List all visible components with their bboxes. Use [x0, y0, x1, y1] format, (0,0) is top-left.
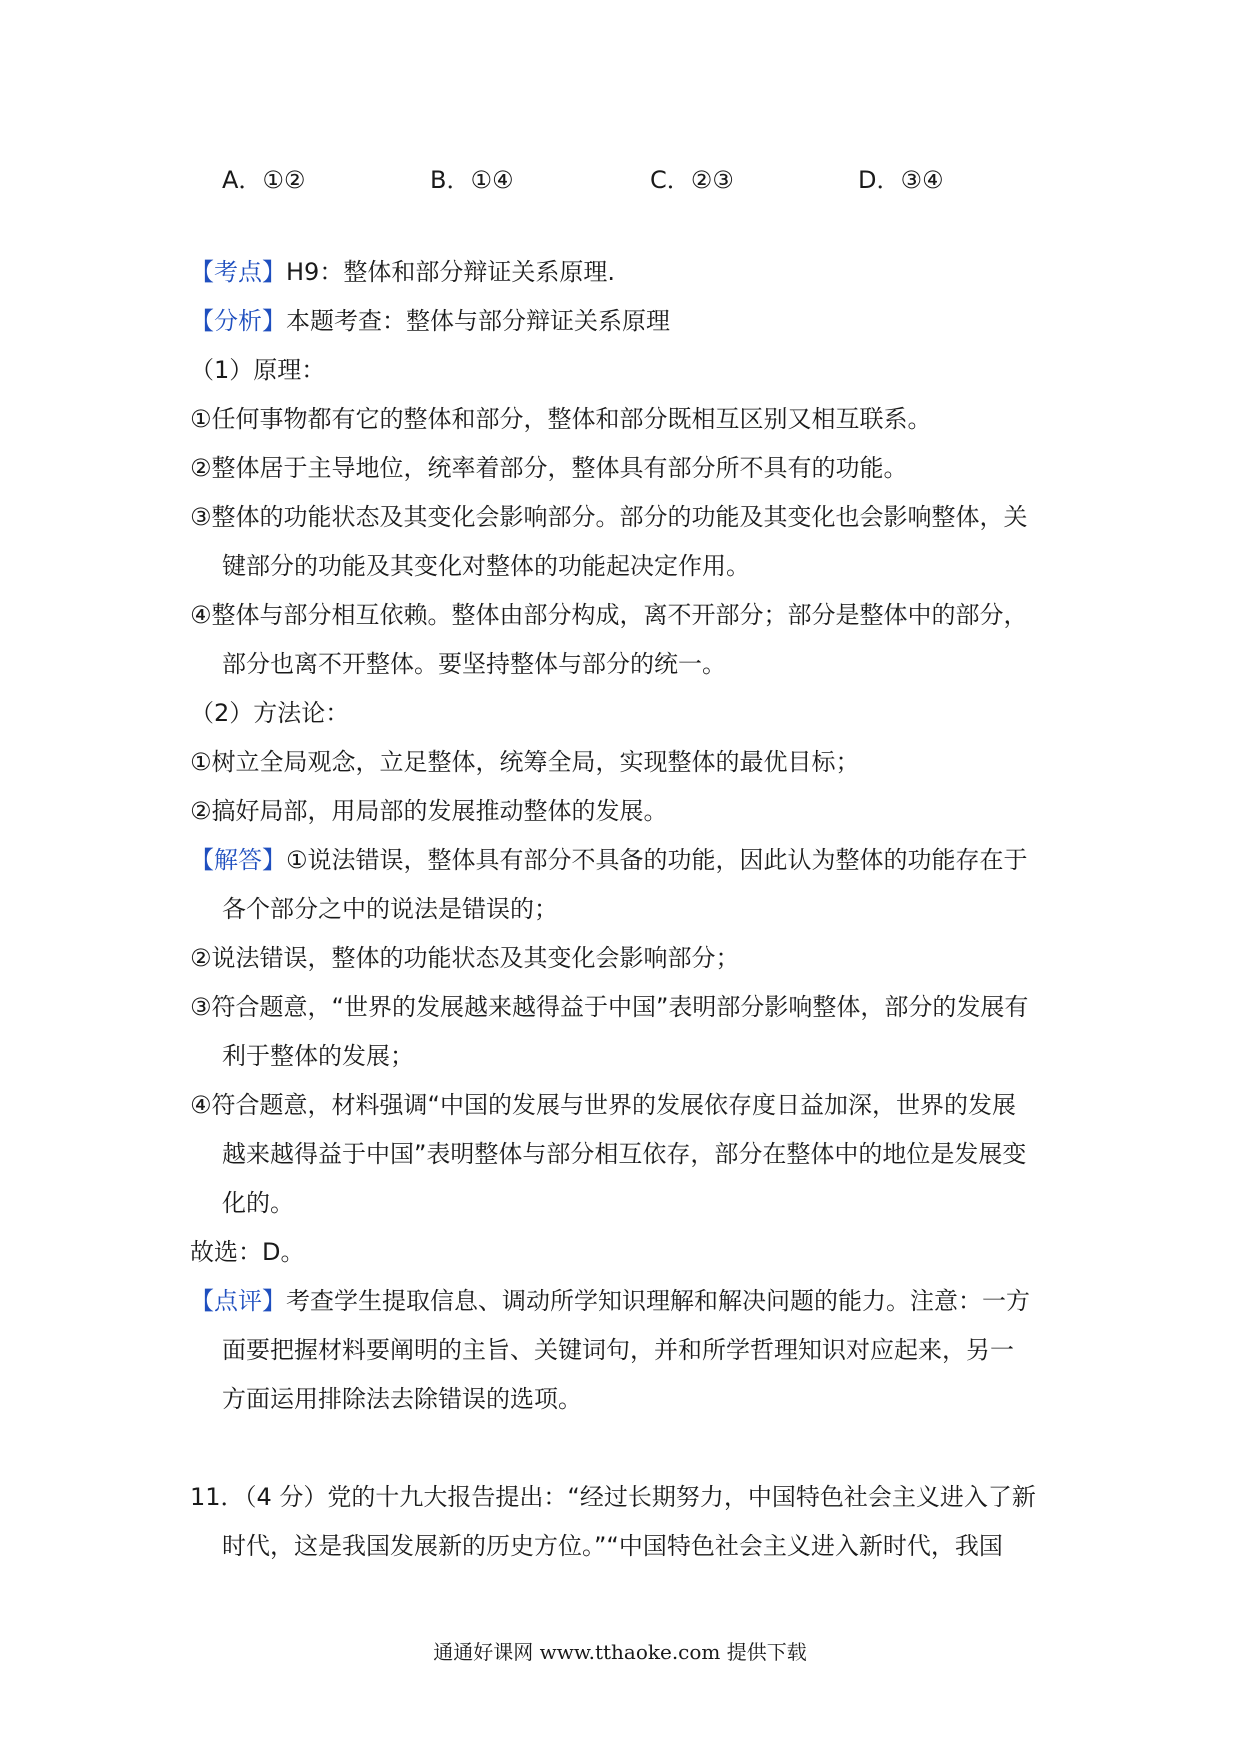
fangfa-item-1: ①树立全局观念，立足整体，统筹全局，实现整体的最优目标；: [190, 748, 860, 776]
dianping-tag: 【点评】: [190, 1287, 286, 1315]
jieda-text-4: ③符合题意，“世界的发展越来越得益于中国”表明部分影响整体，部分的发展有: [190, 993, 1029, 1021]
question-11-line-1: 11．（4 分）党的十九大报告提出：“经过长期努力，中国特色社会主义进入了新: [190, 1483, 1036, 1511]
dianping-text-2: 面要把握材料要阐明的主旨、关键词句，并和所学哲理知识对应起来，另一: [222, 1336, 1014, 1364]
yuanli-item-2: ②整体居于主导地位，统率着部分，整体具有部分所不具有的功能。: [190, 454, 908, 482]
yuanli-item-4-cont: 部分也离不开整体。要坚持整体与部分的统一。: [222, 650, 726, 678]
jieda-text-7: 越来越得益于中国”表明整体与部分相互依存，部分在整体中的地位是发展变: [222, 1140, 1027, 1168]
option-a: A．①②: [222, 166, 306, 194]
jieda-text-3: ②说法错误，整体的功能状态及其变化会影响部分；: [190, 944, 740, 972]
yuanli-item-3: ③整体的功能状态及其变化会影响部分。部分的功能及其变化也会影响整体，关: [190, 503, 1028, 531]
jieda-tag: 【解答】: [190, 846, 286, 874]
dianping-line: [190, 1285, 1030, 1317]
kaodian-line: [190, 256, 615, 288]
footer-download-note: 通通好课网 www.tthaoke.com 提供下载: [433, 1640, 807, 1664]
yuanli-heading: （1）原理：: [190, 356, 326, 384]
fenxi-line: [190, 305, 670, 337]
jieda-text-8: 化的。: [222, 1189, 294, 1217]
yuanli-item-4: ④整体与部分相互依赖。整体由部分构成，离不开部分；部分是整体中的部分，: [190, 601, 1028, 629]
option-c: C．②③: [650, 166, 734, 194]
fenxi-tag: 【分析】: [190, 307, 286, 335]
yuanli-item-1: ①任何事物都有它的整体和部分，整体和部分既相互区别又相互联系。: [190, 405, 932, 433]
dianping-text-3: 方面运用排除法去除错误的选项。: [222, 1385, 582, 1413]
kaodian-tag: 【考点】: [190, 258, 286, 286]
jieda-text-1: ①说法错误，整体具有部分不具备的功能，因此认为整体的功能存在于: [286, 846, 1028, 874]
kaodian-text: H9：整体和部分辩证关系原理.: [286, 258, 615, 286]
jieda-line: [190, 844, 1028, 876]
answer-line: 故选：D。: [190, 1238, 305, 1266]
option-d: D．③④: [858, 166, 944, 194]
yuanli-item-3-cont: 键部分的功能及其变化对整体的功能起决定作用。: [222, 552, 750, 580]
fangfa-item-2: ②搞好局部，用局部的发展推动整体的发展。: [190, 797, 668, 825]
fenxi-text: 本题考查：整体与部分辩证关系原理: [286, 307, 670, 335]
jieda-text-6: ④符合题意，材料强调“中国的发展与世界的发展依存度日益加深，世界的发展: [190, 1091, 1016, 1119]
answer-options: [222, 160, 1022, 196]
jieda-text-2: 各个部分之中的说法是错误的；: [222, 895, 558, 923]
question-11-line-2: 时代，这是我国发展新的历史方位。”“中国特色社会主义进入新时代，我国: [222, 1532, 1003, 1560]
dianping-text-1: 考查学生提取信息、调动所学知识理解和解决问题的能力。注意：一方: [286, 1287, 1030, 1315]
option-b: B．①④: [430, 166, 514, 194]
jieda-text-5: 利于整体的发展；: [222, 1042, 414, 1070]
fangfa-heading: （2）方法论：: [190, 699, 350, 727]
